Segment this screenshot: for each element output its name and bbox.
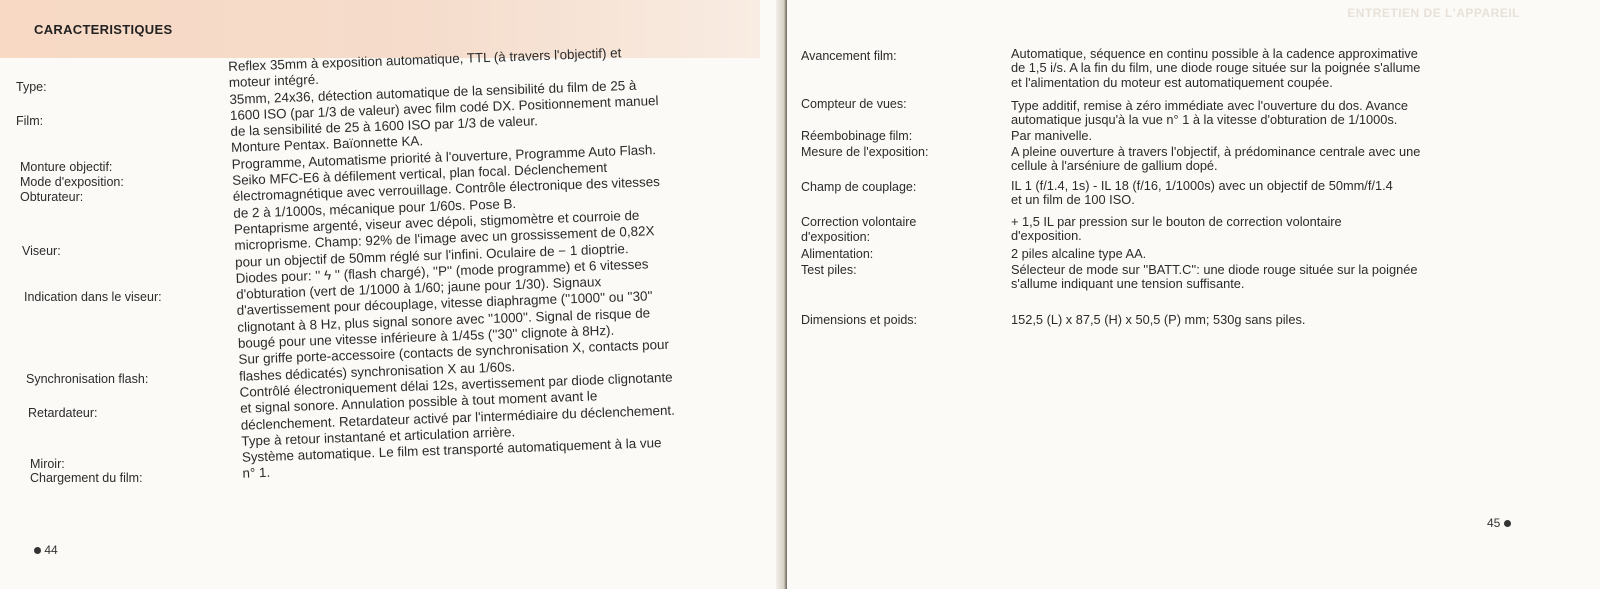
spec-label-shutter: Obturateur:: [20, 190, 84, 204]
spec-text-dimensions: 152,5 (L) x 87,5 (H) x 50,5 (P) mm; 530g sans piles.: [1011, 312, 1306, 327]
bullet-dot-icon: [1504, 520, 1511, 527]
page-number-left: [34, 543, 58, 557]
spec-label-dimensions: Dimensions et poids:: [801, 313, 918, 327]
spec-label-film-loading: Chargement du film:: [30, 471, 143, 485]
page-number-right: [1487, 516, 1511, 530]
spec-label-exposure-compensation: Correction volontaire d'exposition:: [801, 215, 917, 244]
spec-label-film: Film:: [16, 114, 44, 128]
spec-label-viewfinder-indication: Indication dans le viseur:: [24, 290, 162, 304]
spec-description-text: Reflex 35mm à exposition automatique, TTL (à travers l'objectif) et moteur intégré. 35mm, 24x36, détection automatique de la sensibilité du film de 25 à 1600 ISO (par 1/3 de valeur) avec film codé DX. Positionnement manuel de la sensibilité de 25 à 1600 ISO par 1/3 de valeur. Monture Pentax. Baïonnette KA. Programme, Automatisme priorité à l'ouverture, Programme Auto Flash. Seiko MFC-E6 à défilement vertical, plan focal. Déclenchement électromagnétique avec verrouillage. Contrôle électronique des vitesses de 2 à 1/1000s, mécanique pour 1/60s. Pose B. Pentaprisme argenté, viseur avec dépoli, stigmomètre et courroie de microprisme. Champ: 92% de l'image avec un grossissement de 0,82X pour un objectif de 50mm réglé sur l'infini. Oculaire de − 1 dioptrie. Diodes pour: '' ϟ '' (flash chargé), ''P'' (mode programme) et 6 vitesses d'obturation (vert de 1/1000 à 1/60; jaune pour 1/30). Signaux d'avertissement pour découplage, vitesse diaphragme (''1000'' ou ''30'' clignotant à 8 Hz, plus signal sonore avec ''1000''. Signal de risque de bougé pour une vitesse inférieure à 1/45s (''30'' clignote à 8Hz). Sur griffe porte-accessoire (contacts de synchronisation X, contacts pour flashes dédicatés) synchronisation X au 1/60s. Contrôlé électroniquement délai 12s, avertissement par diode clignotante et signal sonore. Annulation possible à tout moment avant le déclenchement. Retardateur activé par l'intermédiaire du déclenchement. Type à retour instantané et articulation arrière. Système automatique. Le film est transporté automatiquement à la vue n° 1.: [228, 45, 676, 482]
spec-label-power: Alimentation:: [801, 247, 874, 261]
spec-label-mirror: Miroir:: [30, 457, 65, 471]
spec-label-self-timer: Retardateur:: [28, 406, 98, 420]
bullet-dot-icon: [34, 547, 41, 554]
spec-label-metering: Mesure de l'exposition:: [801, 145, 929, 159]
spec-label-type: Type:: [16, 80, 47, 94]
spec-text-power: 2 piles alcaline type AA.: [1011, 246, 1147, 261]
page-number-value: 45: [1487, 516, 1501, 530]
right-page: [787, 0, 1600, 589]
section-heading: CARACTERISTIQUES: [34, 22, 173, 37]
spec-text-film-advance: Automatique, séquence en continu possible à la cadence approximative de 1,5 i/s. A la fin du film, une diode rouge située sur la poignée s'allume et l'alimentation du moteur est automatiquement coupée.: [1011, 46, 1421, 90]
spec-label-flash-sync: Synchronisation flash:: [26, 372, 149, 386]
left-page: [0, 0, 785, 589]
spec-label-viewfinder: Viseur:: [22, 244, 61, 258]
spec-text-battery-test: Sélecteur de mode sur ''BATT.C'': une diode rouge située sur la poignée s'allume indiquant une tension suffisante.: [1011, 262, 1418, 292]
spec-text-metering: A pleine ouverture à travers l'objectif, à prédominance centrale avec une cellule à l'arséniure de gallium dopé.: [1011, 144, 1421, 174]
spec-text-frame-counter: Type additif, remise à zéro immédiate avec l'ouverture du dos. Avance automatique jusqu'à la vue n° 1 à la vitesse d'obturation de 1/1000s.: [1011, 98, 1408, 128]
spec-text-coupling-range: IL 1 (f/1.4, 1s) - IL 18 (f/16, 1/1000s) avec un objectif de 50mm/f/1.4 et un film de 100 ISO.: [1011, 178, 1393, 208]
spec-label-battery-test: Test piles:: [801, 263, 857, 277]
faint-heading: ENTRETIEN DE L'APPAREIL: [1347, 6, 1520, 20]
spec-label-rewind: Réembobinage film:: [801, 129, 913, 143]
spec-label-coupling-range: Champ de couplage:: [801, 180, 917, 194]
spec-label-lens-mount: Monture objectif:: [20, 160, 113, 174]
spec-text-exposure-compensation: + 1,5 IL par pression sur le bouton de correction volontaire d'exposition.: [1011, 214, 1342, 244]
spec-label-frame-counter: Compteur de vues:: [801, 97, 907, 111]
spec-text-rewind: Par manivelle.: [1011, 128, 1093, 143]
spec-label-film-advance: Avancement film:: [801, 49, 897, 63]
page-number-value: 44: [44, 543, 58, 557]
spec-label-exposure-mode: Mode d'exposition:: [20, 175, 124, 189]
